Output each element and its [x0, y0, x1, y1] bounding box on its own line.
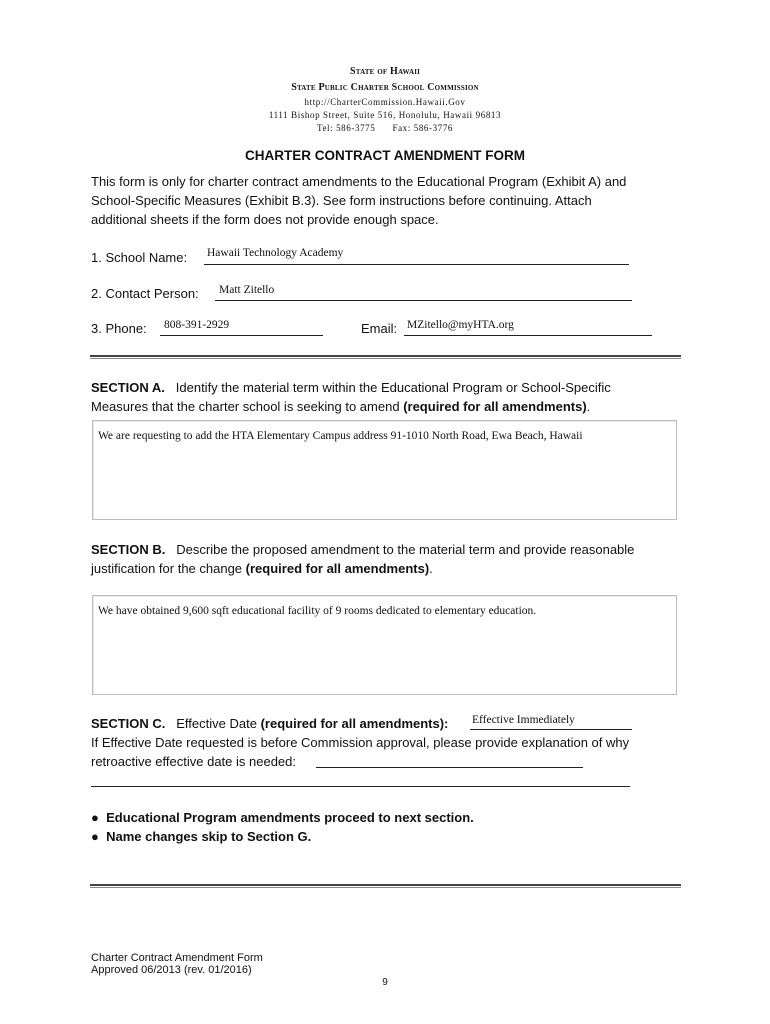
- section-c-line-2: If Effective Date requested is before Commission approval, please provide explanation of why: [91, 735, 630, 750]
- header-website: http://CharterCommission.Hawaii.Gov: [304, 97, 466, 107]
- intro-line-3: additional sheets if the form does not provide enough space.: [91, 212, 439, 227]
- retroactive-explanation-line-2[interactable]: [91, 786, 630, 787]
- section-b-period: .: [429, 561, 433, 576]
- bullet-item: ● Educational Program amendments proceed to next section.: [91, 810, 474, 825]
- bullet-text-2: Name changes skip to Section G.: [106, 829, 312, 844]
- email-line: [404, 335, 652, 336]
- section-a-period: .: [586, 399, 591, 414]
- section-a-answer: We are requesting to add the HTA Elementary Campus address 91-1010 North Road, Ewa Beach, Hawaii: [98, 430, 583, 442]
- header-state: State of Hawaii: [349, 66, 421, 77]
- effective-date-line: [470, 729, 632, 730]
- intro-text: [91, 172, 691, 229]
- form-title: CHARTER CONTRACT AMENDMENT FORM: [245, 148, 525, 163]
- section-c-required: (required for all amendments):: [260, 716, 449, 731]
- section-a-answer-box[interactable]: [92, 420, 677, 520]
- retroactive-explanation-line-1[interactable]: [316, 767, 583, 768]
- phone-label: 3. Phone:: [91, 321, 147, 336]
- school-name-label: 1. School Name:: [91, 250, 188, 265]
- section-a-line-1: Identify the material term within the Educational Program or School-Specific: [175, 380, 611, 395]
- phone-line: [160, 335, 323, 336]
- header-address: 1111 Bishop Street, Suite 516, Honolulu, Hawaii 96813: [268, 110, 502, 120]
- school-name-field[interactable]: Hawaii Technology Academy: [207, 247, 344, 259]
- email-label: Email:: [361, 321, 398, 336]
- section-b-answer: We have obtained 9,600 sqft educational facility of 9 rooms dedicated to elementary education.: [98, 605, 537, 617]
- header-phone-fax: Tel: 586-3775 Fax: 586-3776: [316, 123, 454, 133]
- phone-field[interactable]: 808-391-2929: [164, 319, 230, 331]
- section-a-heading: SECTION A.: [91, 380, 165, 395]
- section-a-required: (required for all amendments): [403, 399, 587, 414]
- section-b-line-2: justification for the change: [91, 561, 243, 576]
- section-c-label: Effective Date: [176, 716, 257, 731]
- section-c-heading: SECTION C.: [91, 716, 166, 731]
- contact-person-field[interactable]: Matt Zitello: [219, 284, 275, 296]
- section-c-prompt: [91, 714, 701, 771]
- intro-line-1: This form is only for charter contract amendments to the Educational Program (Exhibit A) and: [91, 174, 627, 189]
- section-c-line-3: retroactive effective date is needed:: [91, 754, 296, 769]
- section-divider-bottom: [90, 884, 681, 888]
- page-number: 9: [382, 977, 388, 988]
- section-divider-top: [90, 355, 681, 359]
- bullet-text-1: Educational Program amendments proceed to next section.: [106, 810, 474, 825]
- footer-form-name: Charter Contract Amendment Form: [91, 952, 263, 964]
- section-b-line-1: Describe the proposed amendment to the material term and provide reasonable: [176, 542, 635, 557]
- section-a-line-2: Measures that the charter school is seeking to amend: [91, 399, 400, 414]
- email-field[interactable]: MZitello@myHTA.org: [407, 319, 514, 331]
- effective-date-field[interactable]: Effective Immediately: [472, 714, 575, 726]
- footer-approved: Approved 06/2013 (rev. 01/2016): [91, 964, 252, 976]
- header-commission: State Public Charter School Commission: [291, 82, 479, 93]
- bullet-item: ● Name changes skip to Section G.: [91, 829, 312, 844]
- section-b-heading: SECTION B.: [91, 542, 166, 557]
- section-b-required: (required for all amendments): [245, 561, 430, 576]
- section-b-prompt: [91, 540, 691, 578]
- intro-line-2: School-Specific Measures (Exhibit B.3). See form instructions before continuing. Attach: [91, 193, 592, 208]
- contact-person-label: 2. Contact Person:: [91, 286, 199, 301]
- contact-person-line: [215, 300, 632, 301]
- section-a-prompt: [91, 378, 691, 416]
- instruction-bullets: [91, 808, 691, 846]
- school-name-line: [204, 264, 629, 265]
- section-b-answer-box[interactable]: [92, 595, 677, 695]
